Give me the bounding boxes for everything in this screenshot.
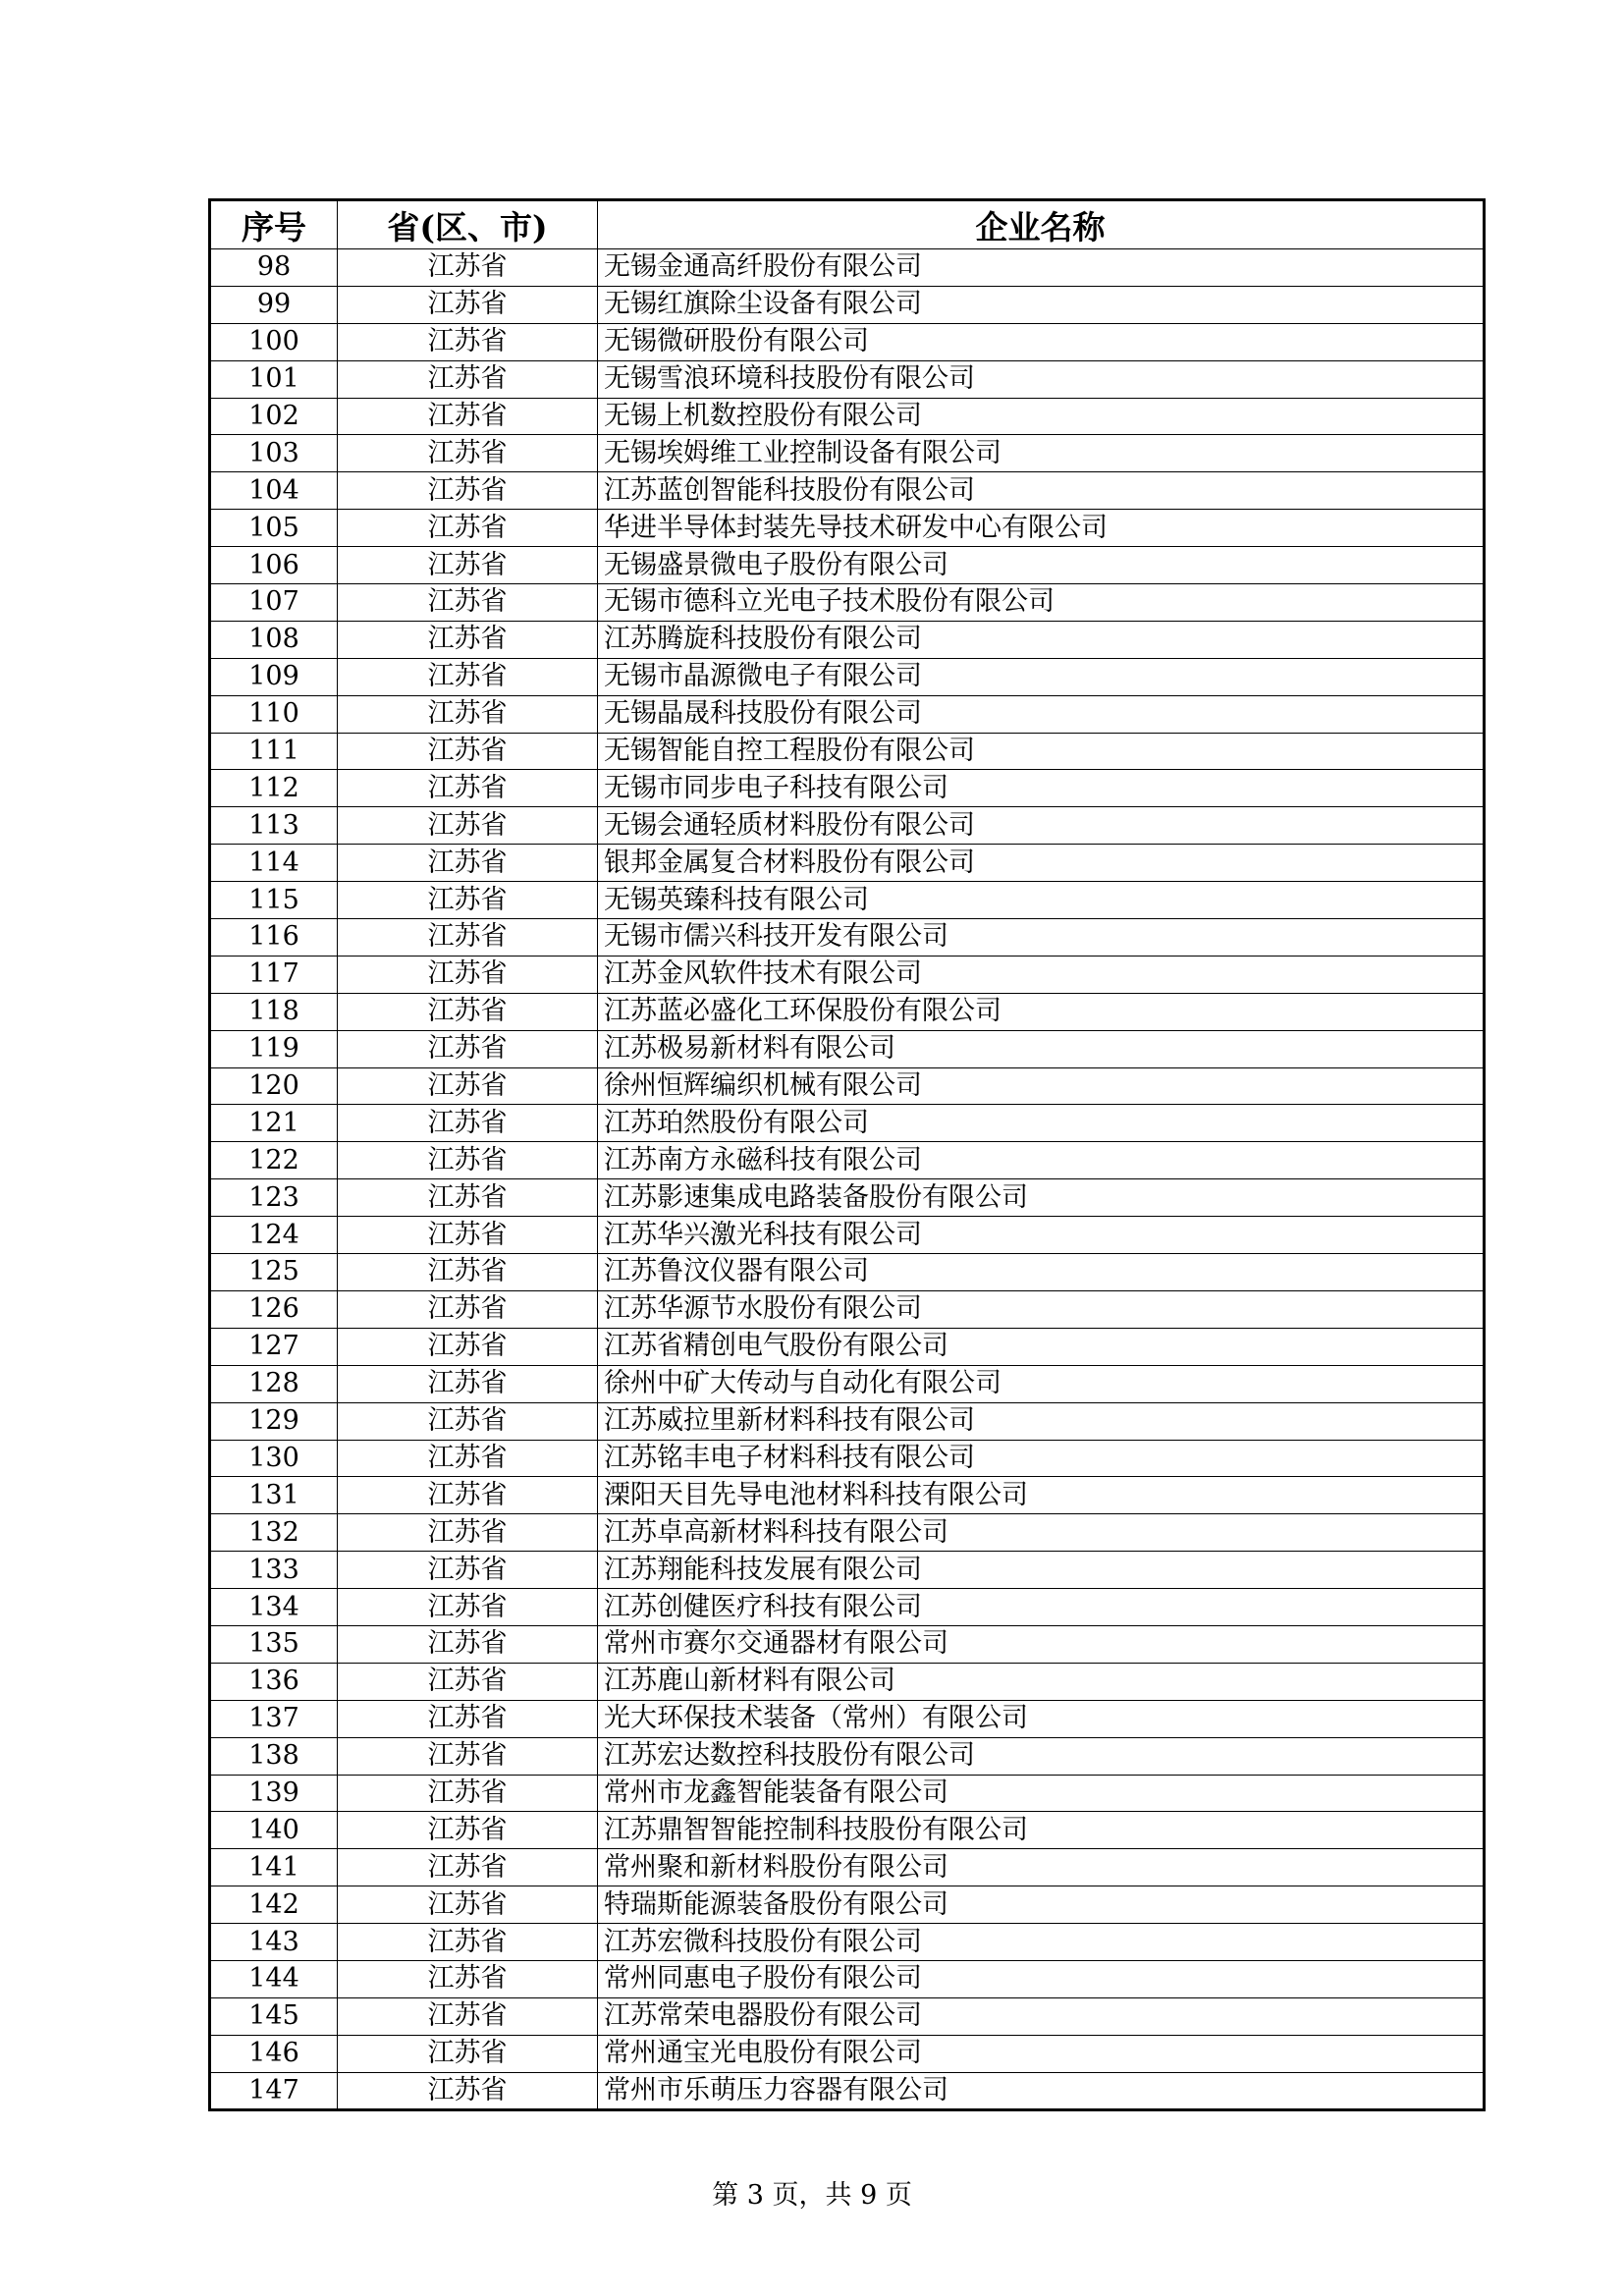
province-cell: 江苏省 bbox=[338, 1254, 598, 1291]
province-cell: 江苏省 bbox=[338, 1402, 598, 1440]
company-name-cell: 特瑞斯能源装备股份有限公司 bbox=[598, 1886, 1485, 1924]
seq-cell: 119 bbox=[210, 1030, 338, 1067]
table-row bbox=[210, 845, 1485, 882]
seq-cell: 108 bbox=[210, 621, 338, 658]
table-row bbox=[210, 472, 1485, 510]
province-cell: 江苏省 bbox=[338, 1663, 598, 1700]
province-cell: 江苏省 bbox=[338, 1365, 598, 1402]
table-row bbox=[210, 1924, 1485, 1961]
table-row bbox=[210, 1365, 1485, 1402]
seq-cell: 141 bbox=[210, 1849, 338, 1886]
province-cell: 江苏省 bbox=[338, 1775, 598, 1812]
company-name-cell: 常州聚和新材料股份有限公司 bbox=[598, 1849, 1485, 1886]
company-name-cell: 徐州中矿大传动与自动化有限公司 bbox=[598, 1365, 1485, 1402]
header-row bbox=[210, 200, 1485, 249]
province-cell: 江苏省 bbox=[338, 621, 598, 658]
table-row bbox=[210, 1625, 1485, 1663]
table-row bbox=[210, 993, 1485, 1030]
province-cell: 江苏省 bbox=[338, 1589, 598, 1626]
table-row bbox=[210, 1663, 1485, 1700]
province-cell: 江苏省 bbox=[338, 1142, 598, 1179]
table-row bbox=[210, 770, 1485, 807]
province-cell: 江苏省 bbox=[338, 845, 598, 882]
seq-cell: 120 bbox=[210, 1067, 338, 1105]
seq-cell: 123 bbox=[210, 1179, 338, 1217]
table-row bbox=[210, 695, 1485, 733]
seq-cell: 128 bbox=[210, 1365, 338, 1402]
province-cell: 江苏省 bbox=[338, 1290, 598, 1328]
province-cell: 江苏省 bbox=[338, 1997, 598, 2035]
seq-cell: 115 bbox=[210, 882, 338, 919]
province-cell: 江苏省 bbox=[338, 472, 598, 510]
table-row bbox=[210, 1589, 1485, 1626]
seq-cell: 103 bbox=[210, 435, 338, 472]
seq-cell: 135 bbox=[210, 1625, 338, 1663]
company-name-cell: 江苏华兴激光科技有限公司 bbox=[598, 1217, 1485, 1254]
company-name-cell: 江苏影速集成电路装备股份有限公司 bbox=[598, 1179, 1485, 1217]
table-row bbox=[210, 1886, 1485, 1924]
company-name-cell: 无锡晶晟科技股份有限公司 bbox=[598, 695, 1485, 733]
seq-cell: 129 bbox=[210, 1402, 338, 1440]
seq-cell: 114 bbox=[210, 845, 338, 882]
page-footer: 第 3 页，共 9 页 bbox=[712, 2180, 912, 2211]
province-cell: 江苏省 bbox=[338, 1737, 598, 1775]
table-row bbox=[210, 2035, 1485, 2072]
company-name-cell: 江苏威拉里新材料科技有限公司 bbox=[598, 1402, 1485, 1440]
table-row bbox=[210, 1737, 1485, 1775]
seq-cell: 102 bbox=[210, 398, 338, 435]
table-row bbox=[210, 584, 1485, 622]
table-row bbox=[210, 1105, 1485, 1142]
company-name-cell: 常州通宝光电股份有限公司 bbox=[598, 2035, 1485, 2072]
seq-cell: 98 bbox=[210, 249, 338, 287]
table-row bbox=[210, 621, 1485, 658]
table-row bbox=[210, 1700, 1485, 1737]
seq-cell: 112 bbox=[210, 770, 338, 807]
seq-cell: 138 bbox=[210, 1737, 338, 1775]
province-cell: 江苏省 bbox=[338, 1812, 598, 1849]
company-name-cell: 江苏卓高新材料科技有限公司 bbox=[598, 1514, 1485, 1552]
table-row bbox=[210, 1402, 1485, 1440]
province-cell: 江苏省 bbox=[338, 584, 598, 622]
company-name-cell: 常州市乐萌压力容器有限公司 bbox=[598, 2072, 1485, 2109]
province-cell: 江苏省 bbox=[338, 1552, 598, 1589]
province-cell: 江苏省 bbox=[338, 1440, 598, 1477]
seq-cell: 100 bbox=[210, 323, 338, 360]
company-name-cell: 无锡盛景微电子股份有限公司 bbox=[598, 547, 1485, 584]
table-row bbox=[210, 1477, 1485, 1514]
seq-cell: 116 bbox=[210, 919, 338, 957]
table-row bbox=[210, 1290, 1485, 1328]
company-name-cell: 无锡市儒兴科技开发有限公司 bbox=[598, 919, 1485, 957]
table-row bbox=[210, 249, 1485, 287]
table-row bbox=[210, 286, 1485, 323]
table-row bbox=[210, 658, 1485, 695]
company-name-cell: 江苏常荣电器股份有限公司 bbox=[598, 1997, 1485, 2035]
province-cell: 江苏省 bbox=[338, 956, 598, 993]
enterprise-table-container bbox=[208, 198, 1483, 2111]
table-row bbox=[210, 547, 1485, 584]
company-name-cell: 江苏翔能科技发展有限公司 bbox=[598, 1552, 1485, 1589]
table-row bbox=[210, 1440, 1485, 1477]
province-cell: 江苏省 bbox=[338, 1105, 598, 1142]
company-name-cell: 光大环保技术装备（常州）有限公司 bbox=[598, 1700, 1485, 1737]
seq-cell: 127 bbox=[210, 1328, 338, 1365]
seq-cell: 130 bbox=[210, 1440, 338, 1477]
seq-cell: 132 bbox=[210, 1514, 338, 1552]
company-name-cell: 溧阳天目先导电池材料科技有限公司 bbox=[598, 1477, 1485, 1514]
table-body bbox=[210, 249, 1485, 2110]
province-cell: 江苏省 bbox=[338, 2072, 598, 2109]
company-name-cell: 无锡智能自控工程股份有限公司 bbox=[598, 733, 1485, 770]
company-name-cell: 江苏腾旋科技股份有限公司 bbox=[598, 621, 1485, 658]
seq-cell: 147 bbox=[210, 2072, 338, 2109]
seq-cell: 104 bbox=[210, 472, 338, 510]
company-name-cell: 银邦金属复合材料股份有限公司 bbox=[598, 845, 1485, 882]
province-cell: 江苏省 bbox=[338, 1217, 598, 1254]
company-name-cell: 江苏鼎智智能控制科技股份有限公司 bbox=[598, 1812, 1485, 1849]
seq-cell: 117 bbox=[210, 956, 338, 993]
table-row bbox=[210, 919, 1485, 957]
seq-cell: 146 bbox=[210, 2035, 338, 2072]
company-name-cell: 江苏金风软件技术有限公司 bbox=[598, 956, 1485, 993]
company-name-cell: 江苏极易新材料有限公司 bbox=[598, 1030, 1485, 1067]
table-row bbox=[210, 1142, 1485, 1179]
seq-cell: 124 bbox=[210, 1217, 338, 1254]
table-row bbox=[210, 1997, 1485, 2035]
company-name-cell: 常州市赛尔交通器材有限公司 bbox=[598, 1625, 1485, 1663]
company-name-cell: 无锡市晶源微电子有限公司 bbox=[598, 658, 1485, 695]
seq-cell: 118 bbox=[210, 993, 338, 1030]
seq-cell: 139 bbox=[210, 1775, 338, 1812]
company-name-cell: 无锡微研股份有限公司 bbox=[598, 323, 1485, 360]
table-row bbox=[210, 1812, 1485, 1849]
province-cell: 江苏省 bbox=[338, 733, 598, 770]
company-name-cell: 江苏华源节水股份有限公司 bbox=[598, 1290, 1485, 1328]
seq-cell: 109 bbox=[210, 658, 338, 695]
seq-cell: 126 bbox=[210, 1290, 338, 1328]
seq-cell: 105 bbox=[210, 510, 338, 547]
company-name-cell: 华进半导体封装先导技术研发中心有限公司 bbox=[598, 510, 1485, 547]
company-name-cell: 无锡雪浪环境科技股份有限公司 bbox=[598, 360, 1485, 398]
province-cell: 江苏省 bbox=[338, 695, 598, 733]
company-name-cell: 常州同惠电子股份有限公司 bbox=[598, 1960, 1485, 1997]
province-cell: 江苏省 bbox=[338, 770, 598, 807]
province-cell: 江苏省 bbox=[338, 1179, 598, 1217]
province-cell: 江苏省 bbox=[338, 882, 598, 919]
company-name-cell: 无锡会通轻质材料股份有限公司 bbox=[598, 807, 1485, 845]
company-name-cell: 无锡金通高纤股份有限公司 bbox=[598, 249, 1485, 287]
province-cell: 江苏省 bbox=[338, 1328, 598, 1365]
enterprise-table bbox=[208, 198, 1486, 2111]
seq-cell: 101 bbox=[210, 360, 338, 398]
table-row bbox=[210, 1030, 1485, 1067]
seq-cell: 131 bbox=[210, 1477, 338, 1514]
company-name-cell: 江苏省精创电气股份有限公司 bbox=[598, 1328, 1485, 1365]
company-name-cell: 江苏蓝创智能科技股份有限公司 bbox=[598, 472, 1485, 510]
company-name-cell: 无锡市德科立光电子技术股份有限公司 bbox=[598, 584, 1485, 622]
seq-cell: 145 bbox=[210, 1997, 338, 2035]
seq-cell: 134 bbox=[210, 1589, 338, 1626]
province-cell: 江苏省 bbox=[338, 658, 598, 695]
company-name-cell: 江苏鲁汶仪器有限公司 bbox=[598, 1254, 1485, 1291]
province-cell: 江苏省 bbox=[338, 323, 598, 360]
table-row bbox=[210, 323, 1485, 360]
header-province: 省(区、市) bbox=[338, 200, 598, 249]
seq-cell: 144 bbox=[210, 1960, 338, 1997]
province-cell: 江苏省 bbox=[338, 1849, 598, 1886]
table-row bbox=[210, 1514, 1485, 1552]
table-row bbox=[210, 1254, 1485, 1291]
table-row bbox=[210, 1775, 1485, 1812]
province-cell: 江苏省 bbox=[338, 807, 598, 845]
company-name-cell: 江苏铭丰电子材料科技有限公司 bbox=[598, 1440, 1485, 1477]
table-row bbox=[210, 882, 1485, 919]
company-name-cell: 江苏宏达数控科技股份有限公司 bbox=[598, 1737, 1485, 1775]
province-cell: 江苏省 bbox=[338, 510, 598, 547]
table-row bbox=[210, 1179, 1485, 1217]
province-cell: 江苏省 bbox=[338, 1960, 598, 1997]
table-row bbox=[210, 435, 1485, 472]
table-row bbox=[210, 733, 1485, 770]
province-cell: 江苏省 bbox=[338, 1477, 598, 1514]
seq-cell: 137 bbox=[210, 1700, 338, 1737]
header-seq: 序号 bbox=[210, 200, 338, 249]
table-row bbox=[210, 1960, 1485, 1997]
seq-cell: 125 bbox=[210, 1254, 338, 1291]
company-name-cell: 江苏南方永磁科技有限公司 bbox=[598, 1142, 1485, 1179]
table-row bbox=[210, 360, 1485, 398]
company-name-cell: 江苏鹿山新材料有限公司 bbox=[598, 1663, 1485, 1700]
table-row bbox=[210, 2072, 1485, 2109]
province-cell: 江苏省 bbox=[338, 360, 598, 398]
seq-cell: 142 bbox=[210, 1886, 338, 1924]
province-cell: 江苏省 bbox=[338, 547, 598, 584]
province-cell: 江苏省 bbox=[338, 1924, 598, 1961]
table-row bbox=[210, 1217, 1485, 1254]
province-cell: 江苏省 bbox=[338, 1886, 598, 1924]
company-name-cell: 江苏宏微科技股份有限公司 bbox=[598, 1924, 1485, 1961]
table-row bbox=[210, 1328, 1485, 1365]
province-cell: 江苏省 bbox=[338, 1625, 598, 1663]
table-header bbox=[210, 200, 1485, 249]
company-name-cell: 江苏蓝必盛化工环保股份有限公司 bbox=[598, 993, 1485, 1030]
table-row bbox=[210, 1067, 1485, 1105]
province-cell: 江苏省 bbox=[338, 1030, 598, 1067]
company-name-cell: 无锡红旗除尘设备有限公司 bbox=[598, 286, 1485, 323]
company-name-cell: 江苏创健医疗科技有限公司 bbox=[598, 1589, 1485, 1626]
table-row bbox=[210, 398, 1485, 435]
province-cell: 江苏省 bbox=[338, 1514, 598, 1552]
province-cell: 江苏省 bbox=[338, 398, 598, 435]
seq-cell: 140 bbox=[210, 1812, 338, 1849]
seq-cell: 99 bbox=[210, 286, 338, 323]
table-row bbox=[210, 1849, 1485, 1886]
province-cell: 江苏省 bbox=[338, 2035, 598, 2072]
table-row bbox=[210, 807, 1485, 845]
province-cell: 江苏省 bbox=[338, 435, 598, 472]
province-cell: 江苏省 bbox=[338, 286, 598, 323]
company-name-cell: 徐州恒辉编织机械有限公司 bbox=[598, 1067, 1485, 1105]
seq-cell: 121 bbox=[210, 1105, 338, 1142]
company-name-cell: 无锡市同步电子科技有限公司 bbox=[598, 770, 1485, 807]
table-row bbox=[210, 956, 1485, 993]
seq-cell: 133 bbox=[210, 1552, 338, 1589]
province-cell: 江苏省 bbox=[338, 993, 598, 1030]
seq-cell: 122 bbox=[210, 1142, 338, 1179]
seq-cell: 111 bbox=[210, 733, 338, 770]
province-cell: 江苏省 bbox=[338, 919, 598, 957]
province-cell: 江苏省 bbox=[338, 249, 598, 287]
header-company: 企业名称 bbox=[598, 200, 1485, 249]
table-row bbox=[210, 1552, 1485, 1589]
company-name-cell: 无锡埃姆维工业控制设备有限公司 bbox=[598, 435, 1485, 472]
company-name-cell: 常州市龙鑫智能装备有限公司 bbox=[598, 1775, 1485, 1812]
company-name-cell: 无锡上机数控股份有限公司 bbox=[598, 398, 1485, 435]
seq-cell: 143 bbox=[210, 1924, 338, 1961]
seq-cell: 110 bbox=[210, 695, 338, 733]
table-row bbox=[210, 510, 1485, 547]
seq-cell: 106 bbox=[210, 547, 338, 584]
company-name-cell: 江苏珀然股份有限公司 bbox=[598, 1105, 1485, 1142]
province-cell: 江苏省 bbox=[338, 1700, 598, 1737]
seq-cell: 113 bbox=[210, 807, 338, 845]
seq-cell: 136 bbox=[210, 1663, 338, 1700]
seq-cell: 107 bbox=[210, 584, 338, 622]
company-name-cell: 无锡英臻科技有限公司 bbox=[598, 882, 1485, 919]
province-cell: 江苏省 bbox=[338, 1067, 598, 1105]
